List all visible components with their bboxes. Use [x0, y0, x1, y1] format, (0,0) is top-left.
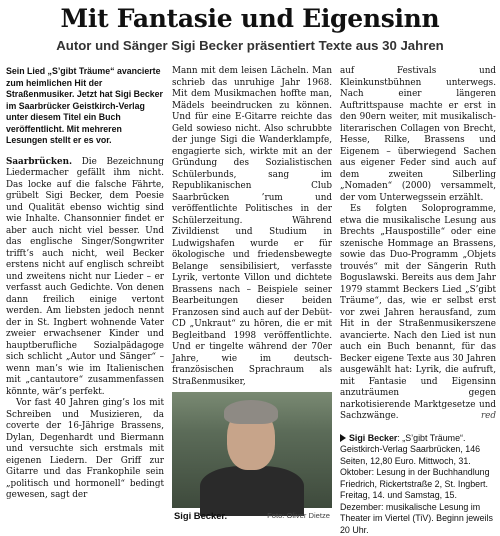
portrait-photo — [172, 392, 332, 508]
dateline: Saarbrücken. — [6, 157, 72, 167]
photo-figure-hair — [224, 400, 278, 424]
info-text: : „S’gibt Träume“. Geistkirch-Verlag Saarbrücken, 146 Seiten, 12,80 Euro. Mittwoch, 31. Oktober: Lesung in der Buchhandlung Friedrich, Rickertstraße 2, St. Ingbert. Freitag, 14. und Samstag, 15. Dezember: musikalische Lesung im Theater im Viertel (TiV). Beginn jeweils 20 Uhr. — [340, 433, 493, 535]
info-title: Sigi Becker — [349, 433, 397, 443]
headline: Mit Fantasie und Eigensinn — [0, 4, 500, 34]
body-paragraph: Mann mit dem leisen Lächeln. Man schrieb das unruhige Jahr 1968. Mit dem Musikmachen hoffte man, Mädels beeindrucken zu können. Und für eine E-Gitarre reichte das Geld sowieso nicht. Also schrubbte der junge Sigi die Wanderklampfe, engagierte sich, wirkte mit an der Gründung des Sozialistischen Schülerbunds, sang im Republikanischen Club Saarbrücken ’rum und veröffentlichte Politisches in der Schülerzeitung. Während Zivildienst und Studium in Ludwigshafen wurde er für ökologische und friedensbewegte Belange sensibilisiert, verfasste Lyrik, vertonte Villon und dichtete Brassens nach – Beispiele seiner Bearbeitungen dieser beiden Franzosen sind auch auf der Debüt-CD „Unkraut“ zu hören, die er mit Begleitband 1998 veröffentlichte. Und er tingelte während der 70er Jahre, wie im deutsch-französischen Sprachraum als Straßenmusiker, — [172, 66, 332, 388]
info-box — [340, 433, 496, 536]
column-1 — [6, 66, 164, 502]
triangle-bullet-icon — [340, 434, 346, 442]
photo-caption: Sigi Becker. — [174, 510, 227, 521]
body-paragraph — [340, 204, 496, 423]
column-3 — [340, 66, 496, 536]
body-text: Es folgten Soloprogramme, etwa die musikalische Lesung aus Brechts „Hauspostille“ oder eine szenische Hommage an Brassens, sowie das Duo-Programm „Objets trouvés“ mit der Sängerin Ruth Boguslawski. Bereits aus dem Jahr 1979 stammt Beckers Lied „S’gibt Träume“, das, wie er selbst erst vor zwei Jahren herausfand, zum Hit in der Straßenmusikerszene avancierte. Nach den Lied ist nun auch ein Buch benannt, für das Becker eigene Texte aus 30 Jahren ausgewählt hat: Lyrik, die aufruft, mit Fantasie und Eigensinn anzuträumen gegen narkotisierende Marktgesetze und Sachzwänge. — [340, 204, 496, 421]
subheadline: Autor und Sänger Sigi Becker präsentiert Texte aus 30 Jahren — [0, 37, 500, 54]
body-text: Die Bezeichnung Liedermacher gefällt ihm nicht. Das locke auf die falsche Fährte, grübelt Sigi Becker, dem Poesie und Qualität ebenso wichtig sind wie Inhalte. Chansonnier findet er aber auch nicht viel besser. Und das englische Singer/Songwriter trifft’s auch nicht, weil Becker erstens nicht auf englisch schreibt und zweitens nicht nur Lieder – er verfasst auch Gedichte. Von denen dann freilich einige vertont werden. Am liebsten jedoch nennt der in St. Ingbert wohnende Vater zweier erwachsener Kinder und hauptberufliche Sozialpädagoge sich schlicht „Autor und Sänger“ – wenn man’s wie im Italienischen mit „cantautore“ zusammenfassen könnte, wär’s perfekt. — [6, 157, 164, 397]
lead-paragraph: Sein Lied „S’gibt Träume“ avancierte zum heimlichen Hit der Straßenmusiker. Jetzt hat Sigi Becker im Saarbrücker Geistkirch-Verlag unter diesem Titel ein Buch veröffentlicht. Mit mehreren Lesungen stellt er es vor. — [6, 66, 164, 147]
column-2 — [172, 66, 332, 388]
photo-caption-row — [172, 509, 332, 523]
body-paragraph: Vor fast 40 Jahren ging’s los mit Schreiben und Musizieren, da coverte der 16-Jährige Brassens, Dylan, Degenhardt und Biermann und versuchte sich erstmals mit eigenen Liedern. Der Griff zur Gitarre und das Frankophile sein „politisch und hormonell“ bedingt gewesen, sagt der — [6, 398, 164, 502]
body-paragraph: auf Festivals und Kleinkunstbühnen unterwegs. Nach einer längeren Auftrittspause machte er erst in den 90ern weiter, mit musikalisch-literarischen Collagen von Brecht, Hesse, Rilke, Brassens und Eigenem – überwiegend Sachen aus eigener Feder sind auch auf dem zweiten Silberling „Nomaden“ (2000) versammelt, der vom Unterwegssein erzählt. — [340, 66, 496, 204]
photo-credit: Foto: Oliver Dietze — [267, 511, 330, 520]
body-paragraph — [6, 157, 164, 399]
author-tag: red — [471, 411, 496, 423]
